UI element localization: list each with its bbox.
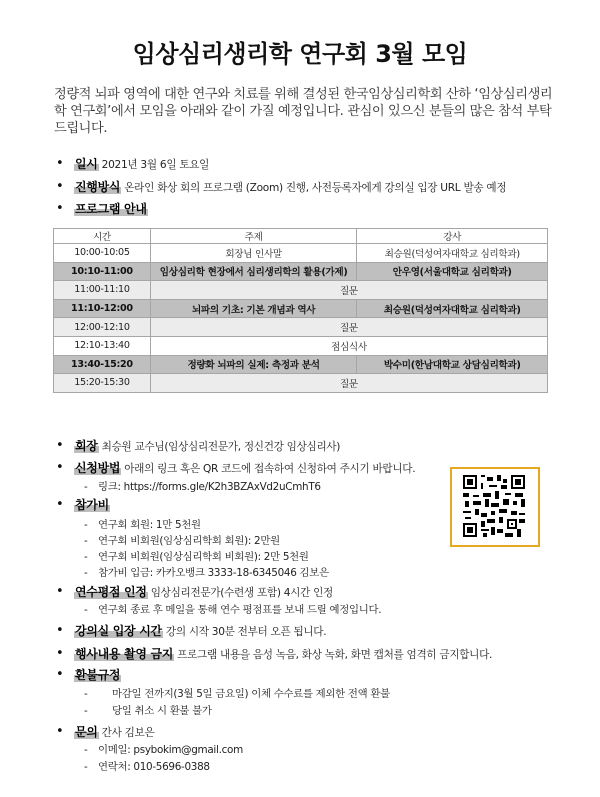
table-row: [54, 299, 548, 318]
bullet: •: [56, 667, 64, 682]
contact-email: - 이메일: psybokim@gmail.com: [84, 744, 243, 756]
entry-line: [74, 622, 326, 639]
contact-text: 간사 김보은: [101, 727, 155, 739]
cell-time: 12:00-12:10: [54, 318, 151, 337]
cell-topic: 임상심리학 현장에서 심리생리학의 활용(가제): [150, 262, 357, 281]
credit-text: 임상심리전문가(수련생 포함) 4시간 인정: [150, 587, 333, 599]
cell-speaker: 최승원(덕성여자대학교 심리학과): [357, 299, 548, 318]
entry-text: 강의 시작 30분 전부터 오픈 됩니다.: [165, 626, 327, 638]
apply-link[interactable]: 링크: https://forms.gle/K2h3BZAxVd2uCmhT6: [98, 481, 321, 493]
chair-label: 회장: [75, 439, 98, 453]
table-row: [54, 281, 548, 300]
cell-topic: 점심식사: [150, 336, 547, 355]
qr-code[interactable]: [450, 467, 540, 547]
cell-speaker: 박수미(한남대학교 상담심리학과): [357, 355, 548, 374]
method-label: 진행방식: [75, 180, 121, 194]
table-row: [54, 318, 548, 337]
date-label: 일시: [75, 157, 98, 171]
fee-label: 참가비: [75, 498, 109, 512]
contact-label: 문의: [75, 725, 98, 739]
cell-time: 10:10-11:00: [54, 262, 151, 281]
header-time: 시간: [54, 229, 151, 244]
fee-line: [74, 496, 110, 513]
schedule-table: [53, 228, 548, 393]
table-row: [54, 262, 548, 281]
cell-speaker: 안우영(서울대학교 심리학과): [357, 262, 548, 281]
program-line: [74, 200, 148, 217]
apply-text: 아래의 링크 혹은 QR 코드에 접속하여 신청하여 주시기 바랍니다.: [124, 463, 416, 475]
record-line: [74, 645, 492, 662]
apply-line: [74, 459, 415, 476]
cell-speaker: 최승원(덕성여자대학교 심리학과): [357, 244, 548, 263]
cell-topic: 질문: [150, 318, 547, 337]
contact-phone: - 연락처: 010-5696-0388: [84, 761, 210, 773]
table-row: [54, 374, 548, 393]
refund-line: [74, 666, 121, 683]
credit-item: - 연구회 종료 후 메일을 통해 연수 평점표를 보내 드릴 예정입니다.: [84, 604, 382, 616]
header-topic: 주제: [150, 229, 357, 244]
table-header-row: [54, 229, 548, 244]
page-title: 임상심리생리학 연구회 3월 모임: [132, 40, 468, 68]
bullet: •: [56, 179, 64, 194]
qr-code-icon: [461, 473, 527, 539]
cell-time: 15:20-15:30: [54, 374, 151, 393]
chair-text: 최승원 교수님(임상심리전문가, 정신건강 임상심리사): [101, 441, 341, 453]
refund-label: 환불규정: [75, 668, 121, 682]
cell-time: 13:40-15:20: [54, 355, 151, 374]
cell-topic: 뇌파의 기초: 기본 개념과 역사: [150, 299, 357, 318]
bullet: •: [56, 497, 64, 512]
apply-link-line: - 링크: https://forms.gle/K2h3BZAxVd2uCmhT6: [84, 481, 321, 493]
bullet: •: [56, 460, 64, 475]
fee-item: - 연구회 비회원(임상심리학회 비회원): 2만 5천원: [84, 551, 309, 563]
cell-topic: 질문: [150, 374, 547, 393]
date-text: 2021년 3월 6일 토요일: [101, 159, 210, 171]
refund-item: - 당일 취소 시 환불 불가: [84, 705, 212, 717]
bullet: •: [56, 201, 64, 216]
table-row: [54, 355, 548, 374]
bullet: •: [56, 584, 64, 599]
bullet: •: [56, 623, 64, 638]
record-label: 행사내용 촬영 금지: [75, 647, 174, 661]
bullet: •: [56, 156, 64, 171]
date-line: [74, 155, 209, 172]
method-line: [74, 178, 506, 195]
intro-paragraph: 정량적 뇌파 영역에 대한 연구와 치료를 위해 결성된 한국임상심리학회 산하 ‘임상심리생리학 연구회’에서 모임을 아래와 같이 가질 예정입니다. 관심이 있으신 분들의 많은 참석 부탁드립니다.: [54, 87, 553, 136]
entry-label: 강의실 입장 시간: [75, 624, 162, 638]
bullet: •: [56, 724, 64, 739]
cell-topic: 정량화 뇌파의 실제: 측정과 분석: [150, 355, 357, 374]
program-label: 프로그램 안내: [75, 202, 147, 216]
chair-line: [74, 437, 340, 454]
record-text: 프로그램 내용을 음성 녹음, 화상 녹화, 화면 캡처를 엄격히 금지합니다.: [177, 649, 493, 661]
bullet: •: [56, 646, 64, 661]
cell-time: 11:00-11:10: [54, 281, 151, 300]
fee-item: - 참가비 입금: 카카오뱅크 3333-18-6345046 김보은: [84, 567, 329, 579]
cell-topic: 회장님 인사말: [150, 244, 357, 263]
cell-time: 12:10-13:40: [54, 336, 151, 355]
apply-label: 신청방법: [75, 461, 121, 475]
contact-line: [74, 723, 154, 740]
method-text: 온라인 화상 회의 프로그램 (Zoom) 진행, 사전등록자에게 강의실 입장 URL 발송 예정: [124, 182, 507, 194]
header-speaker: 강사: [357, 229, 548, 244]
bullet: •: [56, 438, 64, 453]
cell-time: 10:00-10:05: [54, 244, 151, 263]
fee-item: - 연구회 비회원(임상심리학회 회원): 2만원: [84, 535, 280, 547]
fee-item: - 연구회 회원: 1만 5천원: [84, 519, 201, 531]
table-row: [54, 336, 548, 355]
table-row: [54, 244, 548, 263]
cell-topic: 질문: [150, 281, 547, 300]
credit-line: [74, 583, 333, 600]
refund-item: - 마감일 전까지(3월 5일 금요일) 이체 수수료를 제외한 전액 환불: [84, 688, 390, 700]
credit-label: 연수평점 인정: [75, 585, 147, 599]
cell-time: 11:10-12:00: [54, 299, 151, 318]
